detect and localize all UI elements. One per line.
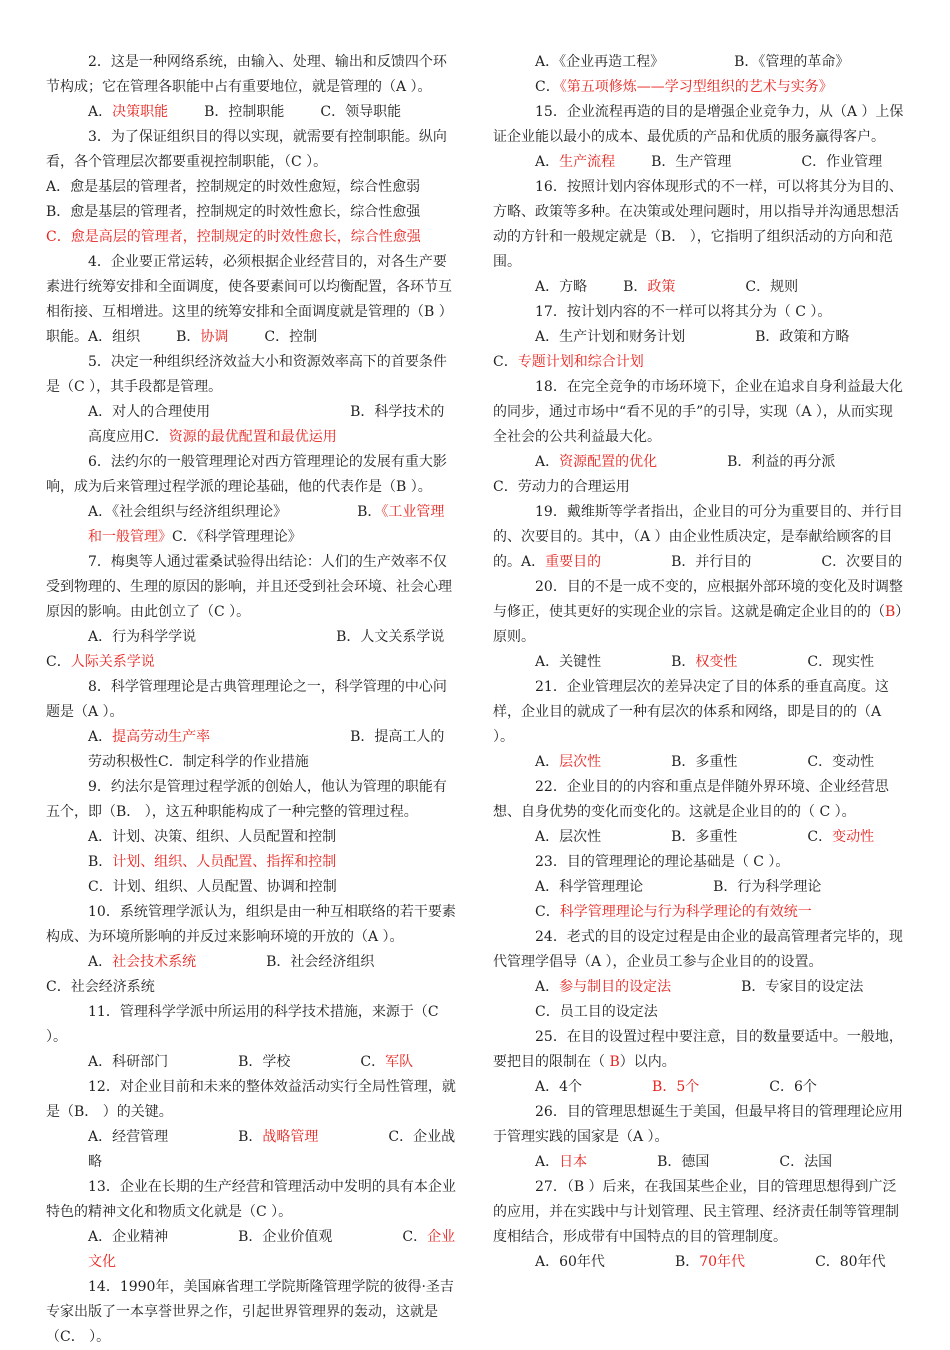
options-18: A．资源配置的优化 B．利益的再分派: [535, 454, 836, 470]
answer-6: 《工业管理和一般管理》: [88, 504, 445, 545]
option-9c: C．计划、组织、人员配置、协调和控制: [88, 879, 337, 895]
question-7: 7．梅奥等人通过霍桑试验得出结论：人们的生产效率不仅受到物理的、生理的原因的影响，并且还受到社会环境、社会心理原因的影响。由此创立了（C ）。: [46, 554, 452, 620]
question-22: 22．企业目的的内容和重点是伴随外界环境、企业经营思想、自身优势的变化而变化的。这就是企业目的的（ C ）。: [493, 779, 889, 820]
option-10c: C．社会经济系统: [46, 979, 155, 995]
question-2: 2．这是一种网络系统，由输入、处理、输出和反馈四个环节构成；它在管理各职能中占有重要地位，就是管理的（A ）。: [46, 54, 447, 95]
option-14c: C．《第五项修炼——学习型组织的艺术与实务》: [535, 79, 833, 95]
left-column: [46, 50, 456, 1350]
option-23c: C．科学管理理论与行为科学理论的有效统一: [535, 904, 812, 920]
options-7: A．行为科学学说 B．人文关系学说: [88, 629, 445, 645]
option-3a: A．愈是基层的管理者，控制规定的时效性愈短，综合性愈弱: [46, 179, 421, 195]
answer-7: 人际关系学说: [70, 654, 155, 670]
options-23: A．科学管理理论 B．行为科学理论: [535, 879, 822, 895]
options-27: A．60年代 B．70年代 C．80年代: [535, 1254, 886, 1270]
answer-12: 战略管理: [262, 1129, 319, 1145]
question-11: 11．管理科学学派中所运用的科学技术措施，来源于（C ）。: [46, 1004, 439, 1045]
option-7c: C．人际关系学说: [46, 654, 155, 670]
option-9a: A．计划、决策、组织、人员配置和控制: [88, 829, 337, 845]
question-14: 14．1990年，美国麻省理工学院斯隆管理学院的彼得·圣吉专家出版了一本享誉世界之作，引起世界管理界的轰动，这就是（C． ）。: [46, 1279, 454, 1345]
question-26: 26．目的管理思想诞生于美国，但最早将目的管理理论应用于管理实践的国家是（A ）。: [493, 1104, 903, 1145]
answer-2: 决策职能: [112, 104, 169, 120]
answer-20: B: [885, 604, 896, 620]
question-19: 19．戴维斯等学者指出，企业目的可分为重要目的、并行目的、次要目的。其中，（A ）由企业性质决定，是奉献给顾客的目的。A．重要目的 B．并行目的 C．次要目的: [493, 504, 903, 570]
question-8: 8．科学管理理论是古典管理理论之一，科学管理的中心问题是（A ）。: [46, 679, 447, 720]
options-11: A．科研部门 B．学校 C．军队: [88, 1054, 414, 1070]
options-14: A．《企业再造工程》 B．《管理的革命》: [535, 54, 850, 70]
options-24: A．参与制目的设定法 B．专家目的设定法: [535, 979, 864, 995]
answer-19: 重要目的: [545, 554, 602, 570]
question-4: 4．企业要正常运转，必须根据企业经营目的，对各生产要素进行统筹安排和全面调度，使各要素间可以均衡配置，各环节互相衔接、互相增进。这里的统筹安排和全面调度就是管理的（B ）职能。A．组织 B．协调 C．控制: [46, 254, 453, 345]
question-24: 24．老式的目的设定过程是由企业的最高管理者完毕的，现代管理学倡导（A ），企业员工参与企业目的的设置。: [493, 929, 903, 970]
option-18c: C．劳动力的合理运用: [493, 479, 630, 495]
answer-24: 参与制目的设定法: [559, 979, 672, 995]
answer-3: C．愈是高层的管理者，控制规定的时效性愈长，综合性愈强: [46, 229, 421, 245]
answer-21: 层次性: [559, 754, 602, 770]
question-15: 15．企业流程再造的目的是增强企业竞争力，从（A ）上保证企业能以最小的成本、最优质的产品和优质的服务赢得客户。: [493, 104, 904, 145]
answer-26: 日本: [559, 1154, 588, 1170]
question-5: 5．决定一种组织经济效益大小和资源效率高下的首要条件是（C ），其手段都是管理。: [46, 354, 447, 395]
options-2: A．决策职能 B．控制职能 C．领导职能: [88, 104, 402, 120]
right-column: [493, 50, 905, 1275]
answer-25: B: [609, 1054, 620, 1070]
options-5: A．对人的合理使用 B．科学技术的高度应用C．资源的最优配置和最优运用: [88, 404, 445, 445]
question-23: 23．目的管理理论的理论基础是（ C ）。: [535, 854, 790, 870]
question-16: 16．按照计划内容体现形式的不一样，可以将其分为目的、方略、政策等多种。在决策或处理问题时，用以指导并沟通思想活动的方针和一般规定就是（B． ），它指明了组织活动的方向和范围。: [493, 179, 903, 270]
option-3b: B．愈是基层的管理者，控制规定的时效性愈长，综合性愈强: [46, 204, 421, 220]
question-12: 12．对企业目前和未来的整体效益活动实行全局性管理，就是（B． ）的关键。: [46, 1079, 456, 1120]
options-17: A．生产计划和财务计划 B．政策和方略: [535, 329, 850, 345]
answer-17: 专题计划和综合计划: [517, 354, 644, 370]
question-6: 6．法约尔的一般管理理论对西方管理理论的发展有重大影响，成为后来管理过程学派的理论基础，他的代表作是（B ）。: [46, 454, 447, 495]
options-22: A．层次性 B．多重性 C．变动性: [535, 829, 875, 845]
question-18: 18．在完全竞争的市场环境下，企业在追求自身利益最大化的同步，通过市场中“看不见的手”的引导，实现（A ），从而实现全社会的公共利益最大化。: [493, 379, 903, 445]
options-20: A．关键性 B．权变性 C．现实性: [535, 654, 875, 670]
option-24c: C．员工目的设定法: [535, 1004, 658, 1020]
options-21: A．层次性 B．多重性 C．变动性: [535, 754, 875, 770]
question-27: 27．（B ）后来，在我国某些企业，目的管理思想得到广泛的应用，并在实践中与计划管理、民主管理、经济责任制等管理制度相结合，形成带有中国特点的目的管理制度。: [493, 1179, 899, 1245]
options-10: A．社会技术系统 B．社会经济组织: [88, 954, 375, 970]
options-12: A．经营管理 B．战略管理 C．企业战略: [88, 1129, 456, 1170]
question-20: 20．目的不是一成不变的，应根据外部环境的变化及时调整与修正，使其更好的实现企业的宗旨。这就是确定企业目的的（B）原则。: [493, 579, 903, 645]
answer-16: 政策: [647, 279, 676, 295]
question-9: 9．约法尔是管理过程学派的创始人，他认为管理的职能有五个，即（B． ），这五种职能构成了一种完整的管理过程。: [46, 779, 447, 820]
answer-11: 军队: [385, 1054, 414, 1070]
option-9b: B．计划、组织、人员配置、指挥和控制: [88, 854, 337, 870]
question-13: 13．企业在长期的生产经营和管理活动中发明的具有本企业特色的精神文化和物质文化就是（C ）。: [46, 1179, 456, 1220]
answer-15: 生产流程: [559, 154, 616, 170]
options-26: A．日本 B．德国 C．法国: [535, 1154, 833, 1170]
options-6: A．《社会组织与经济组织理论》 B．《工业管理和一般管理》C．《科学管理理论》: [88, 504, 445, 545]
answer-27: 70年代: [699, 1254, 746, 1270]
answer-14: 《第五项修炼——学习型组织的艺术与实务》: [559, 79, 833, 95]
answer-13: 企业文化: [88, 1229, 456, 1270]
answer-9: 计划、组织、人员配置、指挥和控制: [112, 854, 337, 870]
answer-25-option: B．5个: [652, 1079, 700, 1095]
answer-22: 变动性: [832, 829, 875, 845]
options-25: A．4个 B．5个 C．6个: [535, 1079, 817, 1095]
answer-4: 协调: [200, 329, 229, 345]
question-3: 3．为了保证组织目的得以实现，就需要有控制职能。纵向看，各个管理层次都要重视控制职能，（C ）。: [46, 129, 447, 170]
answer-5: 资源的最优配置和最优运用: [168, 429, 337, 445]
answer-10: 社会技术系统: [112, 954, 197, 970]
option-17c: C．专题计划和综合计划: [493, 354, 644, 370]
answer-20-option: 权变性: [695, 654, 738, 670]
answer-23: 科学管理理论与行为科学理论的有效统一: [559, 904, 812, 920]
answer-18: 资源配置的优化: [559, 454, 658, 470]
answer-8: 提高劳动生产率: [112, 729, 211, 745]
question-25: 25．在目的设置过程中要注意，目的数量要适中。一般地，要把目的限制在（ B）以内。: [493, 1029, 903, 1070]
question-17: 17．按计划内容的不一样可以将其分为（ C ）。: [535, 304, 832, 320]
options-8: A．提高劳动生产率 B．提高工人的劳动积极性C．制定科学的作业措施: [88, 729, 445, 770]
options-15: A．生产流程 B．生产管理 C．作业管理: [535, 154, 883, 170]
question-10: 10．系统管理学派认为，组织是由一种互相联络的若干要素构成、为环境所影响的并反过来影响环境的开放的（A ）。: [46, 904, 456, 945]
options-13: A．企业精神 B．企业价值观 C．企业文化: [88, 1229, 456, 1270]
question-21: 21．企业管理层次的差异决定了目的体系的垂直高度。这样，企业目的就成了一种有层次的体系和网络，即是目的的（A ）。: [493, 679, 889, 745]
options-16: A．方略 B．政策 C．规则: [535, 279, 799, 295]
